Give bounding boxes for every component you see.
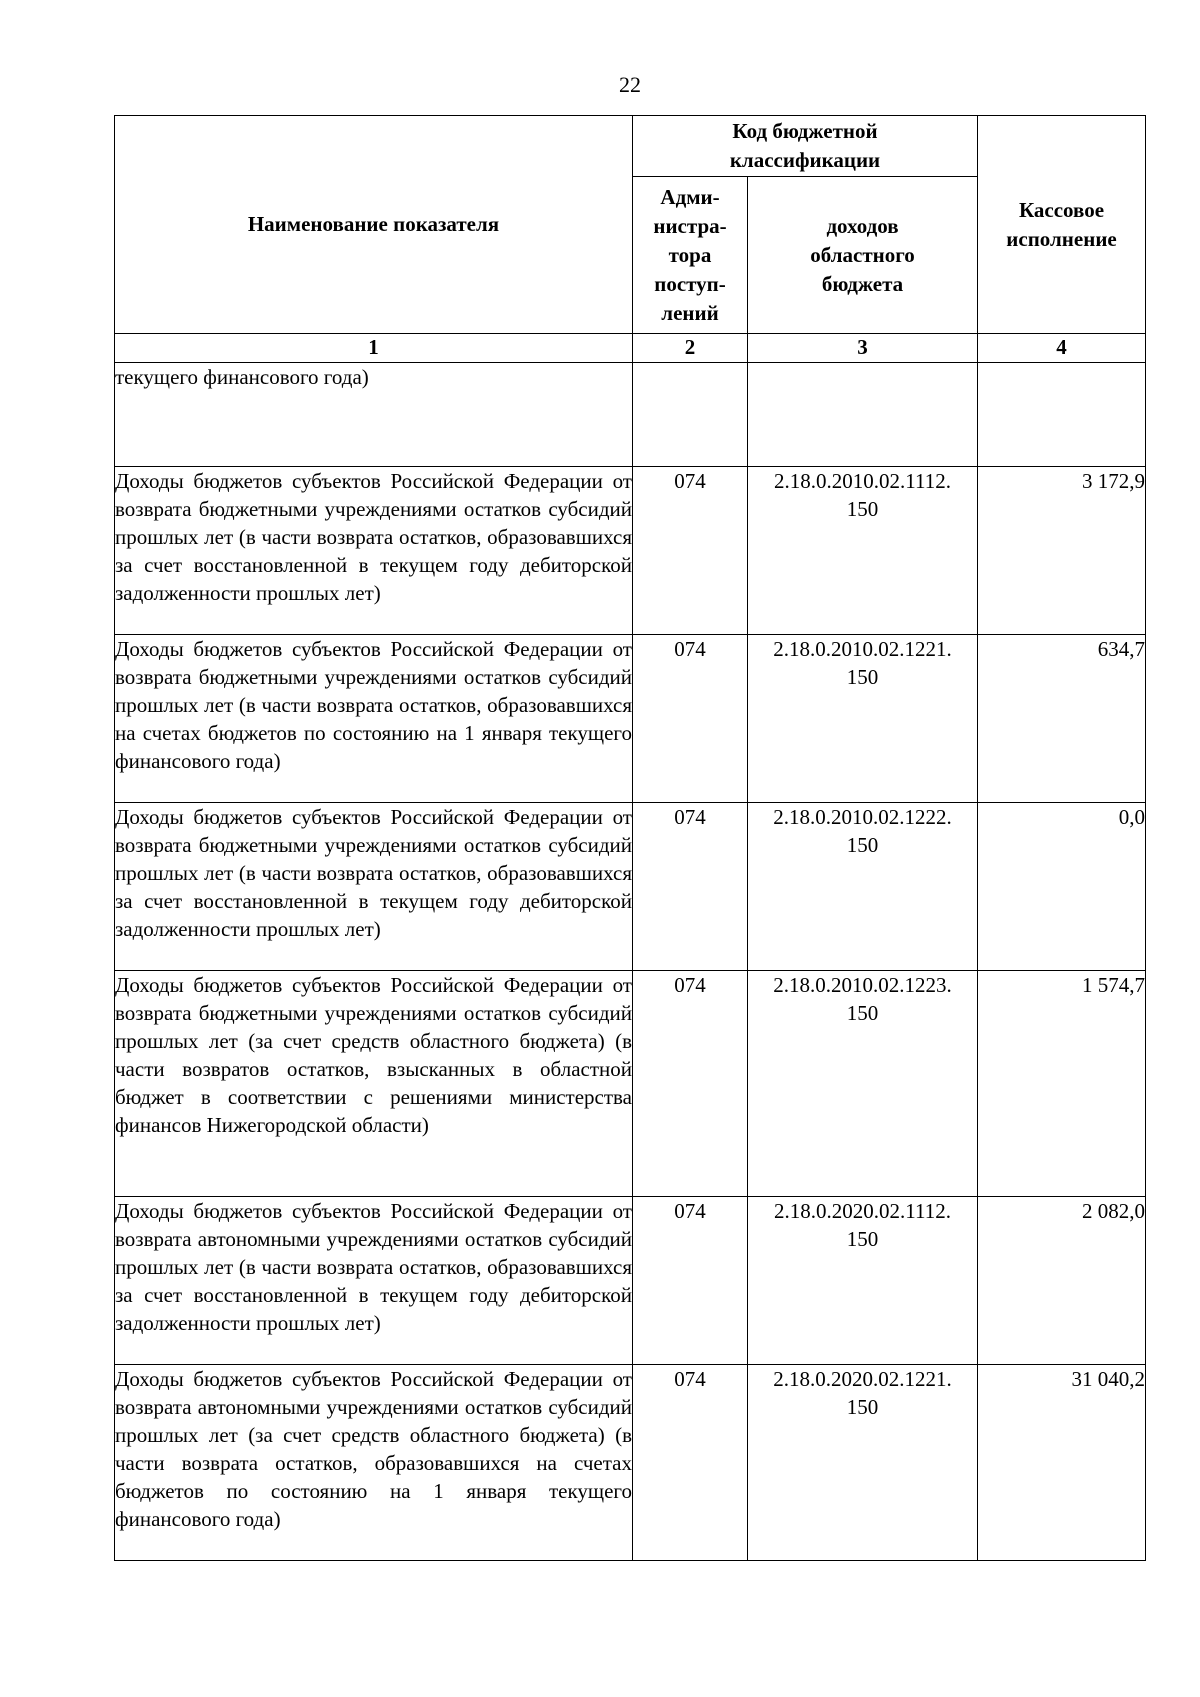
row-amount: 2 082,0 bbox=[978, 1197, 1146, 1365]
row-code bbox=[748, 467, 978, 635]
header-income: доходов областного бюджета bbox=[748, 177, 978, 334]
col-number-3: 3 bbox=[748, 334, 978, 363]
row-code-part: 2.18.0.2010.02.1221. bbox=[773, 637, 952, 661]
row-code bbox=[748, 1365, 978, 1561]
row-admin: 074 bbox=[633, 1365, 748, 1561]
row-admin: 074 bbox=[633, 635, 748, 803]
page-number: 22 bbox=[619, 72, 641, 97]
row-code-part: 150 bbox=[846, 497, 879, 521]
header-admin-line: Адми- bbox=[660, 184, 720, 209]
row-code-part: 2.18.0.2010.02.1222. bbox=[773, 805, 952, 829]
header-admin-line: нистра- bbox=[653, 213, 727, 238]
row-code bbox=[748, 971, 978, 1197]
table-row bbox=[115, 1365, 1146, 1561]
col-number-1: 1 bbox=[115, 334, 633, 363]
header-admin-line: поступ- bbox=[654, 271, 726, 296]
row-amount bbox=[978, 363, 1146, 467]
header-name: Наименование показателя bbox=[115, 116, 633, 334]
table-row bbox=[115, 635, 1146, 803]
row-admin bbox=[633, 363, 748, 467]
row-code-part: 150 bbox=[846, 833, 879, 857]
row-code bbox=[748, 635, 978, 803]
row-name: Доходы бюджетов субъектов Российской Федерации от возврата автономными учреждениями остатков субсидий прошлых лет (за счет средств областного бюджета) (в части возврата остатков, образовавшихся на счетах бюджетов по состоянию на 1 января текущего финансового года) bbox=[115, 1365, 633, 1561]
header-code-group: Код бюджетной классификации bbox=[633, 116, 978, 177]
row-code-part: 150 bbox=[846, 665, 879, 689]
row-name: текущего финансового года) bbox=[115, 363, 633, 467]
header-cash: Кассовое исполнение bbox=[978, 116, 1146, 334]
row-amount: 634,7 bbox=[978, 635, 1146, 803]
row-name: Доходы бюджетов субъектов Российской Федерации от возврата бюджетными учреждениями остатков субсидий прошлых лет (за счет средств областного бюджета) (в части возвратов остатков, взысканных в областной бюджет в соответствии с решениями министерства финансов Нижегородской области) bbox=[115, 971, 633, 1197]
row-code-part: 2.18.0.2020.02.1112. bbox=[774, 1199, 951, 1223]
row-code bbox=[748, 803, 978, 971]
row-amount: 31 040,2 bbox=[978, 1365, 1146, 1561]
row-name: Доходы бюджетов субъектов Российской Федерации от возврата бюджетными учреждениями остатков субсидий прошлых лет (в части возврата остатков, образовавшихся за счет восстановленной в текущем году дебиторской задолженности прошлых лет) bbox=[115, 467, 633, 635]
col-number-4: 4 bbox=[978, 334, 1146, 363]
row-code-part: 150 bbox=[846, 1227, 879, 1251]
row-name: Доходы бюджетов субъектов Российской Федерации от возврата бюджетными учреждениями остатков субсидий прошлых лет (в части возврата остатков, образовавшихся за счет восстановленной в текущем году дебиторской задолженности прошлых лет) bbox=[115, 803, 633, 971]
row-code-part: 2.18.0.2010.02.1112. bbox=[774, 469, 951, 493]
row-code-part: 150 bbox=[846, 1001, 879, 1025]
row-amount: 0,0 bbox=[978, 803, 1146, 971]
row-admin: 074 bbox=[633, 803, 748, 971]
row-code-part: 2.18.0.2010.02.1223. bbox=[773, 973, 952, 997]
header-admin-line: лений bbox=[661, 300, 719, 325]
row-admin: 074 bbox=[633, 971, 748, 1197]
budget-table bbox=[114, 115, 1146, 1561]
row-code-part: 150 bbox=[846, 1395, 879, 1419]
row-code-part: 2.18.0.2020.02.1221. bbox=[773, 1367, 952, 1391]
table-row bbox=[115, 467, 1146, 635]
header-admin bbox=[633, 177, 748, 334]
table-row bbox=[115, 363, 1146, 467]
row-name: Доходы бюджетов субъектов Российской Федерации от возврата бюджетными учреждениями остатков субсидий прошлых лет (в части возврата остатков, образовавшихся на счетах бюджетов по состоянию на 1 января текущего финансового года) bbox=[115, 635, 633, 803]
row-admin: 074 bbox=[633, 467, 748, 635]
col-number-2: 2 bbox=[633, 334, 748, 363]
row-amount: 3 172,9 bbox=[978, 467, 1146, 635]
row-code bbox=[748, 1197, 978, 1365]
row-code bbox=[748, 363, 978, 467]
table-row bbox=[115, 971, 1146, 1197]
header-admin-line: тора bbox=[668, 242, 712, 267]
table-row bbox=[115, 1197, 1146, 1365]
table-row bbox=[115, 803, 1146, 971]
row-amount: 1 574,7 bbox=[978, 971, 1146, 1197]
row-admin: 074 bbox=[633, 1197, 748, 1365]
row-name: Доходы бюджетов субъектов Российской Федерации от возврата автономными учреждениями остатков субсидий прошлых лет (в части возврата остатков, образовавшихся за счет восстановленной в текущем году дебиторской задолженности прошлых лет) bbox=[115, 1197, 633, 1365]
